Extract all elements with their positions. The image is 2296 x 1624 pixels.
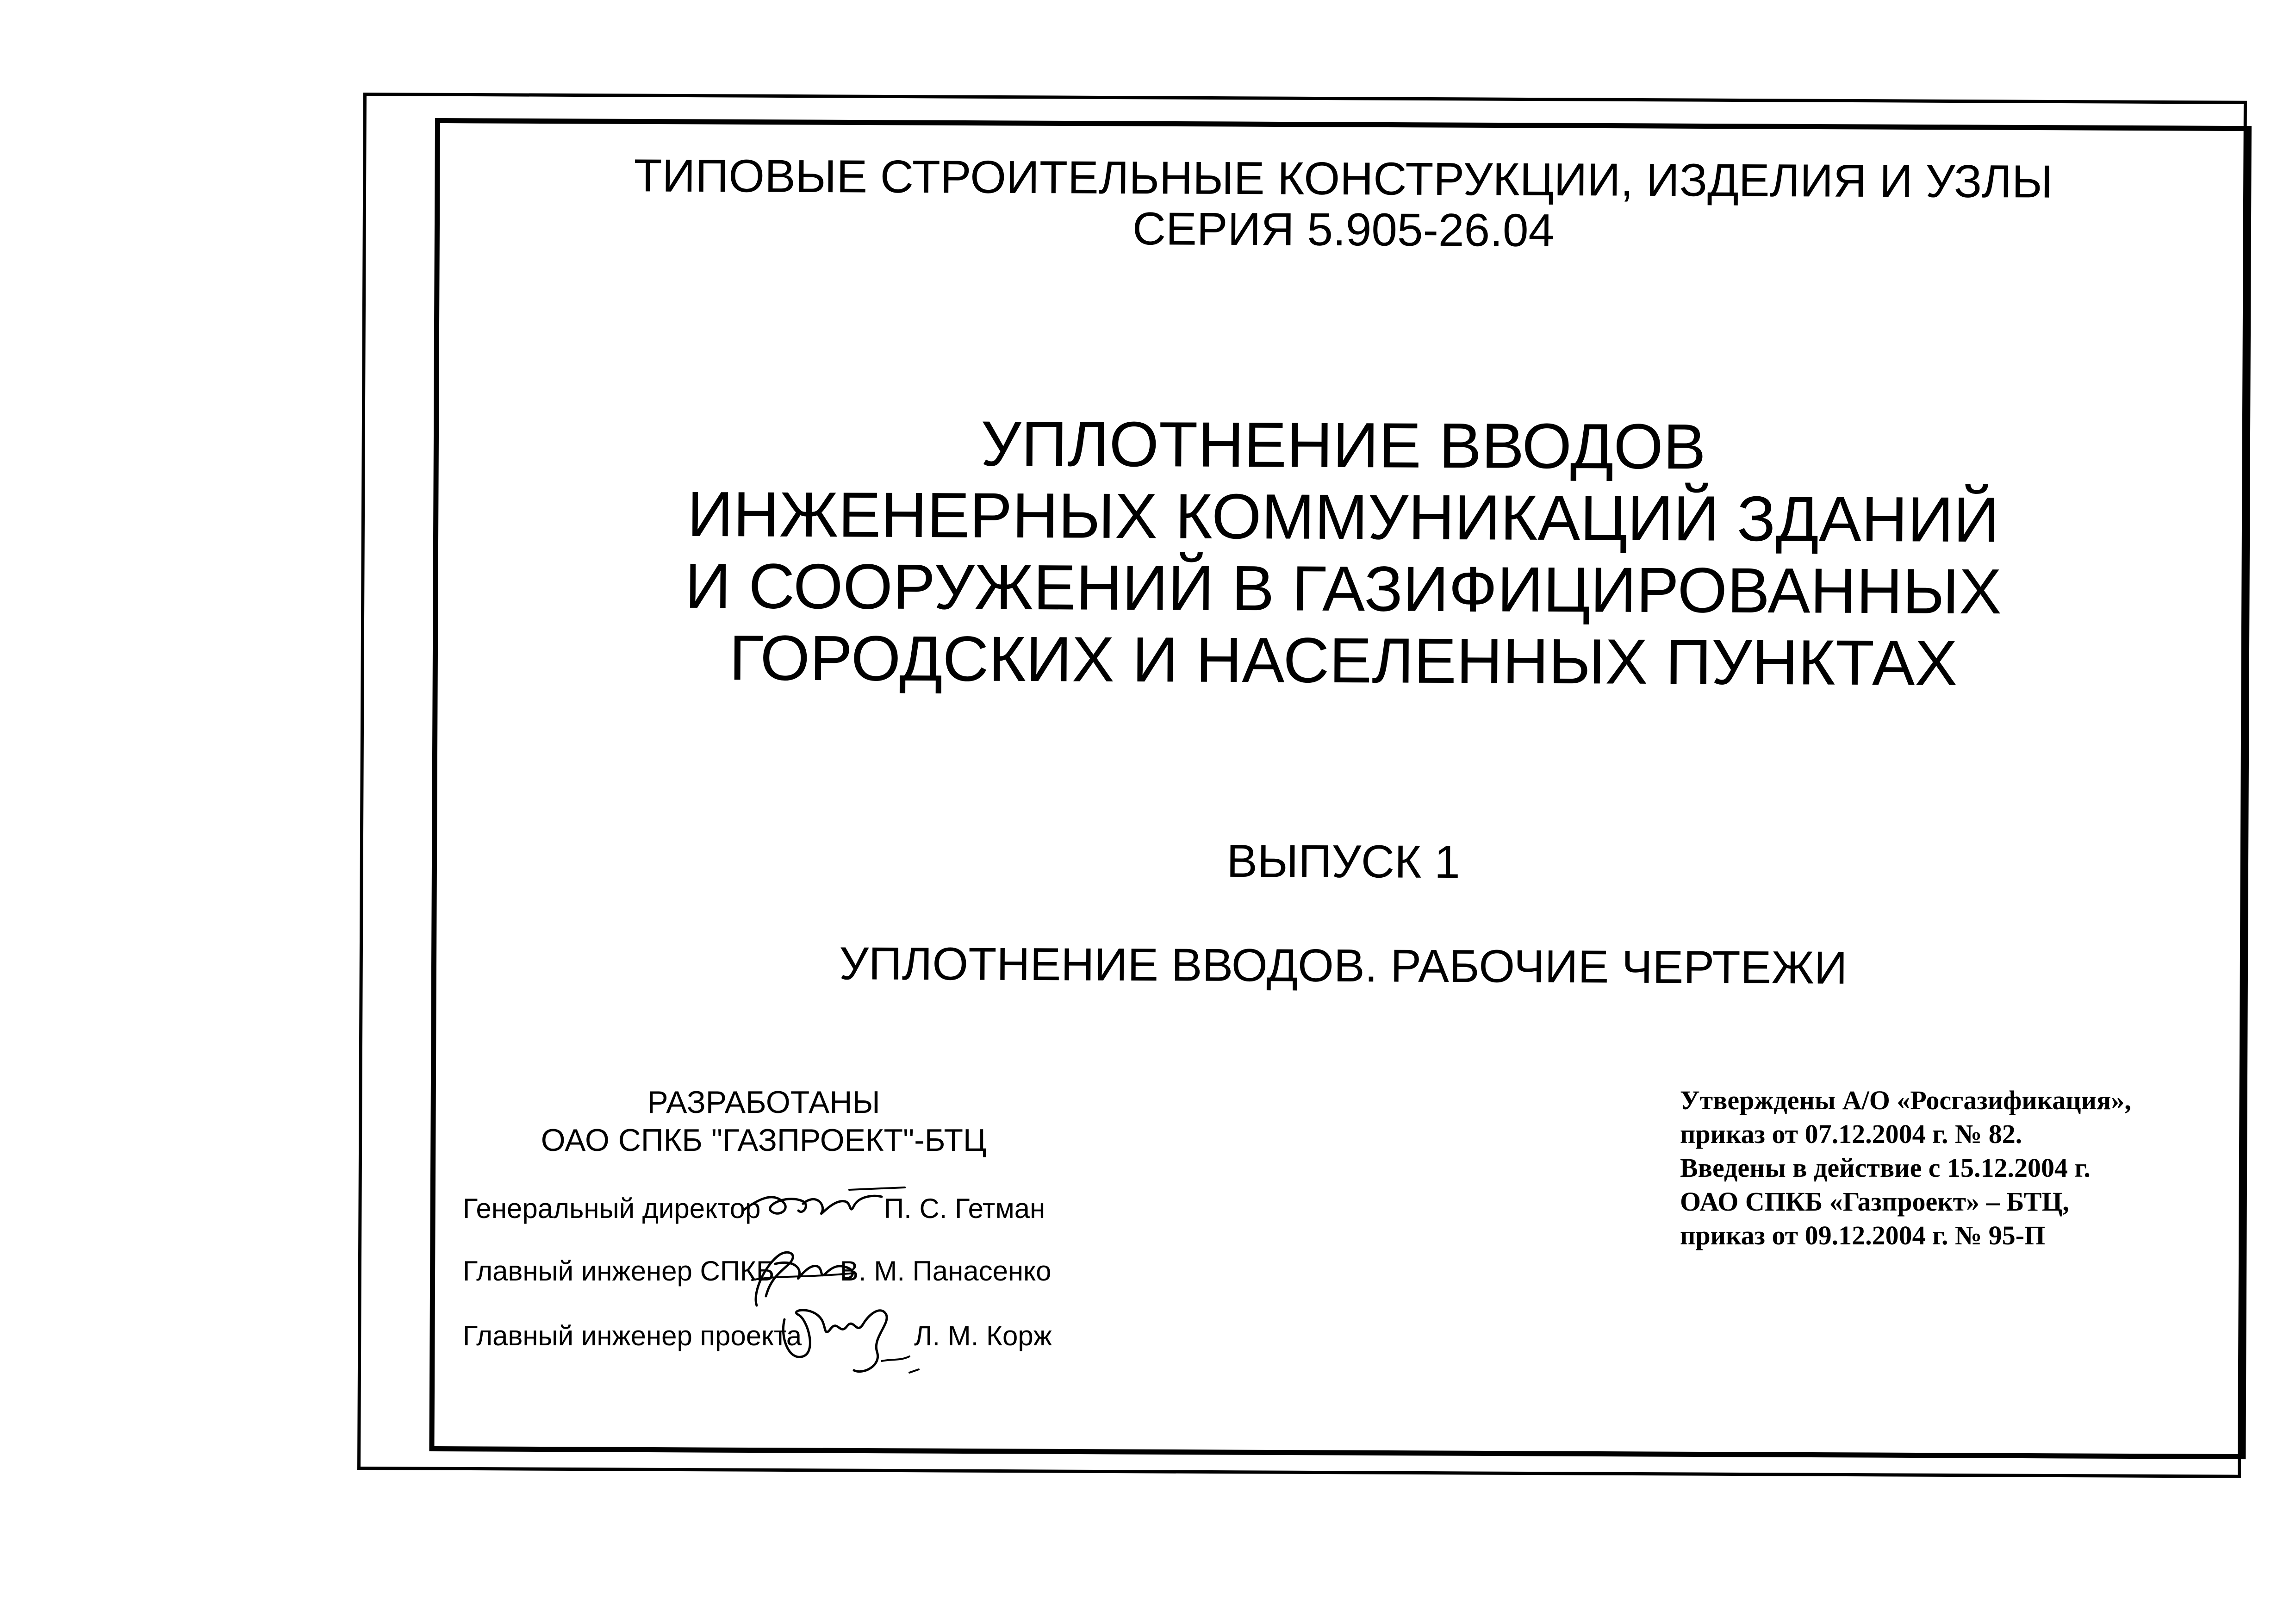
approval-line: Введены в действие с 15.12.2004 г. <box>1680 1153 2091 1183</box>
issue-number: ВЫПУСК 1 <box>1226 835 1460 888</box>
signature-director-mark <box>734 1178 909 1229</box>
approval-line: ОАО СПКБ «Газпроект» – БТЦ, <box>1680 1187 2070 1217</box>
approval-block <box>1680 1083 2131 1252</box>
signatory-role: Главный инженер СПКБ <box>463 1255 775 1287</box>
developed-label: РАЗРАБОТАНЫ <box>647 1085 880 1120</box>
signatory-name: П. С. Гетман <box>884 1193 1045 1224</box>
developed-organization: ОАО СПКБ "ГАЗПРОЕКТ"-БТЦ <box>541 1123 987 1158</box>
approval-line: Утверждены А/О «Росгазификация», <box>1680 1085 2131 1115</box>
signatory-row-project-engineer <box>463 1319 1064 1356</box>
signatory-name: В. М. Панасенко <box>840 1255 1052 1287</box>
approval-line: приказ от 09.12.2004 г. № 95-П <box>1680 1220 2046 1250</box>
signature-project-engineer-mark <box>771 1292 928 1384</box>
approval-line: приказ от 07.12.2004 г. № 82. <box>1680 1119 2022 1149</box>
signatory-name: Л. М. Корж <box>914 1320 1052 1351</box>
developed-block <box>463 1083 1064 1159</box>
main-title-line-4: ГОРОДСКИХ И НАСЕЛЕННЫХ ПУНКТАХ <box>729 622 1958 699</box>
main-title-line-2: ИНЖЕНЕРНЫХ КОММУНИКАЦИЙ ЗДАНИЙ <box>687 478 2000 556</box>
signatory-role: Главный инженер проекта <box>463 1320 802 1351</box>
main-title-line-1: УПЛОТНЕНИЕ ВВОДОВ <box>980 408 1706 483</box>
signatory-role: Генеральный директор <box>463 1193 761 1224</box>
series-heading: ТИПОВЫЕ СТРОИТЕЛЬНЫЕ КОНСТРУКЦИИ, ИЗДЕЛИЯ И УЗЛЫ <box>634 150 2053 208</box>
series-number: СЕРИЯ 5.905-26.04 <box>1132 203 1555 256</box>
main-title-line-3: И СООРУЖЕНИЙ В ГАЗИФИЦИРОВАННЫХ <box>684 550 2002 628</box>
issue-subtitle: УПЛОТНЕНИЕ ВВОДОВ. РАБОЧИЕ ЧЕРТЕЖИ <box>839 937 1848 994</box>
